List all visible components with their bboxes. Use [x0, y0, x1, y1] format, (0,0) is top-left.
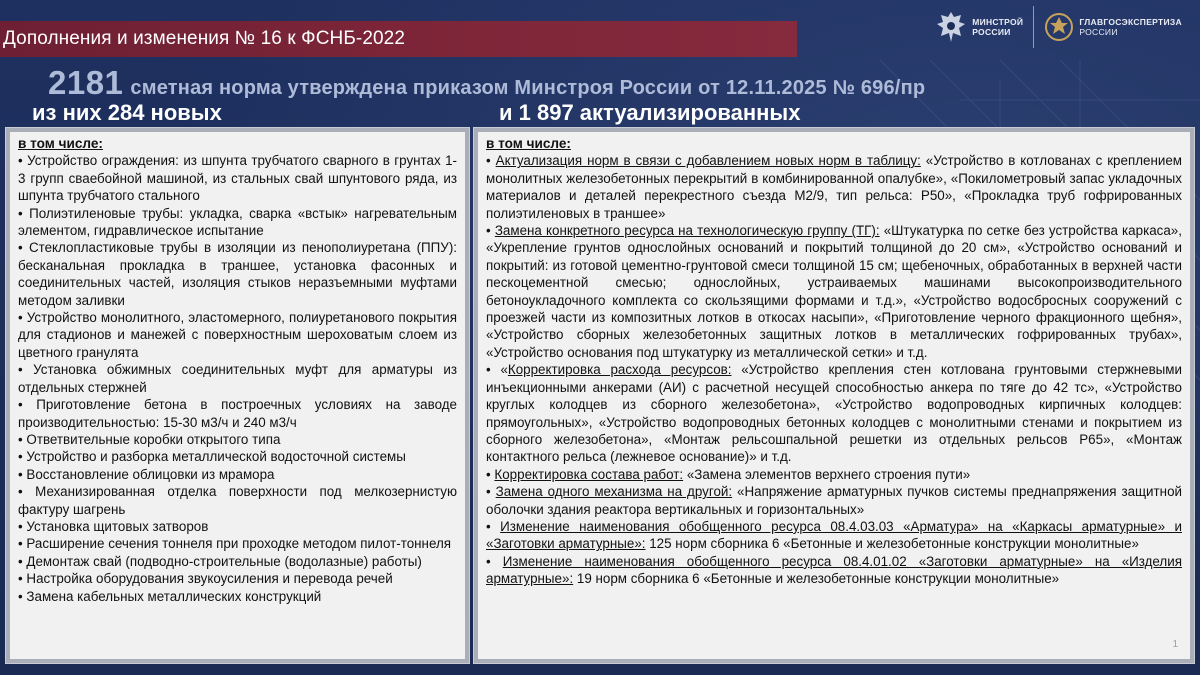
list-item: • Ответвительные коробки открытого типа	[18, 431, 281, 447]
list-bullet: • «	[486, 362, 508, 378]
updated-norms-heading: и 1 897 актуализированных	[499, 100, 801, 125]
list-item	[486, 222, 1182, 361]
norm-order-text: сметная норма утверждена приказом Минстроя России от 12.11.2025 № 696/пр	[130, 77, 926, 99]
list-item: • Приготовление бетона в построечных условиях на заводе производительностью: 15-30 м3/ч и 240 м3/ч	[18, 397, 457, 430]
change-description: «Напряжение арматурных пучков системы преднапряжения защитной оболочки здания реактора вертикальных и горизонтальных»	[486, 484, 1182, 517]
change-description: «Штукатурка по сетке без устройства каркаса», «Укрепление грунтов однослойных оснований и покрытий толщиной до 20 см», «Устройство оснований и покрытий: из готовой цементно-грунтовой смеси толщиной 15 см; щебеночных, обработанных в верхней части пескоцементной смесью; однослойных, устраиваемых машинами высокопроизводительного бетоноукладочного комплекта со скользящими формами и т.д.», «Устройство водосбросных сооружений с проезжей части из композитных лотков в откосах насыпи», «Приготовление черного фракционного щебня», «Устройство сборных железобетонных защитных лотков в металлических гофрированных трубах», «Устройство основания под штукатурку из металлической сетки» и т.д.	[486, 223, 1182, 360]
list-item	[486, 553, 1182, 588]
logos-area	[935, 6, 1182, 48]
list-bullet: •	[486, 223, 495, 239]
expertise-name: ГЛАВГОСЭКСПЕРТИЗА	[1079, 17, 1182, 27]
ministry-logo	[935, 9, 1023, 45]
new-norms-heading: из них 284 новых	[32, 100, 222, 125]
page-number: 1	[1172, 638, 1178, 650]
change-description: 19 норм сборника 6 «Бетонные и железобетонные конструкции монолитные»	[573, 571, 1060, 587]
list-item: • Устройство и разборка металлической водосточной системы	[18, 449, 406, 465]
list-bullet: •	[486, 466, 495, 482]
list-item	[486, 518, 1182, 553]
change-description: «Замена элементов верхнего строения пути»	[683, 466, 971, 482]
new-norms-panel	[6, 128, 469, 663]
list-item: • Расширение сечения тоннеля при проходке методом пилот-тоннеля	[18, 536, 452, 552]
list-bullet: •	[486, 153, 496, 169]
list-item	[486, 152, 1182, 222]
new-norms-list	[18, 152, 457, 605]
panel-heading: в том числе:	[486, 136, 571, 151]
list-item	[486, 361, 1182, 465]
updated-norms-list	[486, 152, 1182, 587]
change-type-label: Замена одного механизма на другой:	[495, 484, 733, 500]
norm-summary	[48, 64, 925, 104]
list-bullet: •	[486, 553, 503, 569]
change-type-label: Замена конкретного ресурса на технологическую группу (ТГ):	[494, 223, 880, 239]
list-item: • Устройство монолитного, эластомерного, полиуретанового покрытия для стадионов и манежей с поверхностным шероховатым слоем из цветного гранулята	[18, 310, 457, 360]
ministry-country: РОССИИ	[972, 27, 1011, 37]
change-type-label: Актуализация норм в связи с добавлением новых норм в таблицу:	[495, 153, 921, 169]
expertise-country: РОССИИ	[1079, 27, 1118, 37]
list-item: • Восстановление облицовки из мрамора	[18, 466, 275, 482]
panel-heading: в том числе:	[18, 136, 103, 151]
list-item: • Демонтаж свай (подводно-строительные (водолазные) работы)	[18, 553, 422, 569]
list-item: • Устройство ограждения: из шпунта трубчатого сварного в грунтах 1-3 групп сваебойной машиной, из стальных свай шпунтового ряда, из шпунта трубчатого стального	[18, 153, 457, 204]
change-type-label: Корректировка состава работ:	[494, 466, 684, 482]
change-type-label: Изменение наименования обобщенного ресурса 08.4.03.03 «Арматура» на «Каркасы арматурные» и «Заготовки арматурные»:	[486, 518, 1182, 552]
list-bullet: •	[486, 484, 496, 500]
change-type-label: Корректировка расхода ресурсов:	[507, 362, 732, 378]
glavgosexpertiza-emblem-icon	[1044, 11, 1074, 43]
list-bullet: •	[486, 518, 501, 534]
updated-norms-panel	[474, 128, 1194, 663]
change-type-label: Изменение наименования обобщенного ресурса 08.4.01.02 «Заготовки арматурные» на «Изделия арматурные»:	[486, 553, 1182, 587]
change-description: «Устройство крепления стен котлована грунтовыми стержневыми инъекционными анкерами (АИ) с расчетной несущей способностью анкера по тяге до 42 тс», «Устройство круглых колодцев из сборного железобетона», «Устройство водопроводных кирпичных колодцев: прямоугольных», «Устройство водопроводных бетонных колодцев с монолитными стенами и покрытием из сборного железобетона», «Монтаж рельсошпальной решетки из отдельных рельсов Р65», «Монтаж контактного рельса (лежневое основание)» и т.д.	[486, 362, 1182, 465]
norm-count: 2181	[48, 64, 124, 101]
ministry-name: МИНСТРОЙ	[972, 17, 1024, 27]
list-item: • Механизированная отделка поверхности под мелкозернистую фактуру шагрень	[18, 484, 457, 517]
change-description: 125 норм сборника 6 «Бетонные и железобетонные конструкции монолитные»	[645, 536, 1139, 552]
list-item: • Настройка оборудования звукоусиления и перевода речей	[18, 571, 393, 587]
change-description: «Устройство в котлованах с креплением монолитных железобетонных перекрытий в комбинированной опалубке», «Покилометровый запас укладочных материалов и деталей перекрестного съезда М2/9, тип рельса: Р50», «Прокладка труб гофрированных полиэтиленовых в траншее»	[486, 153, 1182, 221]
list-item: • Полиэтиленовые трубы: укладка, сварка «встык» нагревательным элементом, гидравлическое испытание	[18, 205, 457, 239]
list-item: • Замена кабельных металлических конструкций	[18, 588, 322, 604]
expertise-logo	[1044, 11, 1182, 43]
list-item: • Стеклопластиковые трубы в изоляции из пенополиуретана (ППУ): бесканальная прокладка в траншее, установка фасонных и соединительных частей, изоляция стыков неразъемными муфтами методом заливки	[18, 240, 457, 308]
list-item: • Установка щитовых затворов	[18, 518, 209, 534]
page-title: Дополнения и изменения № 16 к ФСНБ-2022	[3, 28, 405, 49]
logo-divider	[1033, 6, 1034, 48]
title-bar	[0, 21, 797, 57]
eagle-emblem-icon	[935, 9, 967, 45]
list-item	[486, 466, 1182, 483]
list-item: • Установка обжимных соединительных муфт для арматуры из отдельных стержней	[18, 362, 457, 395]
list-item	[486, 483, 1182, 518]
